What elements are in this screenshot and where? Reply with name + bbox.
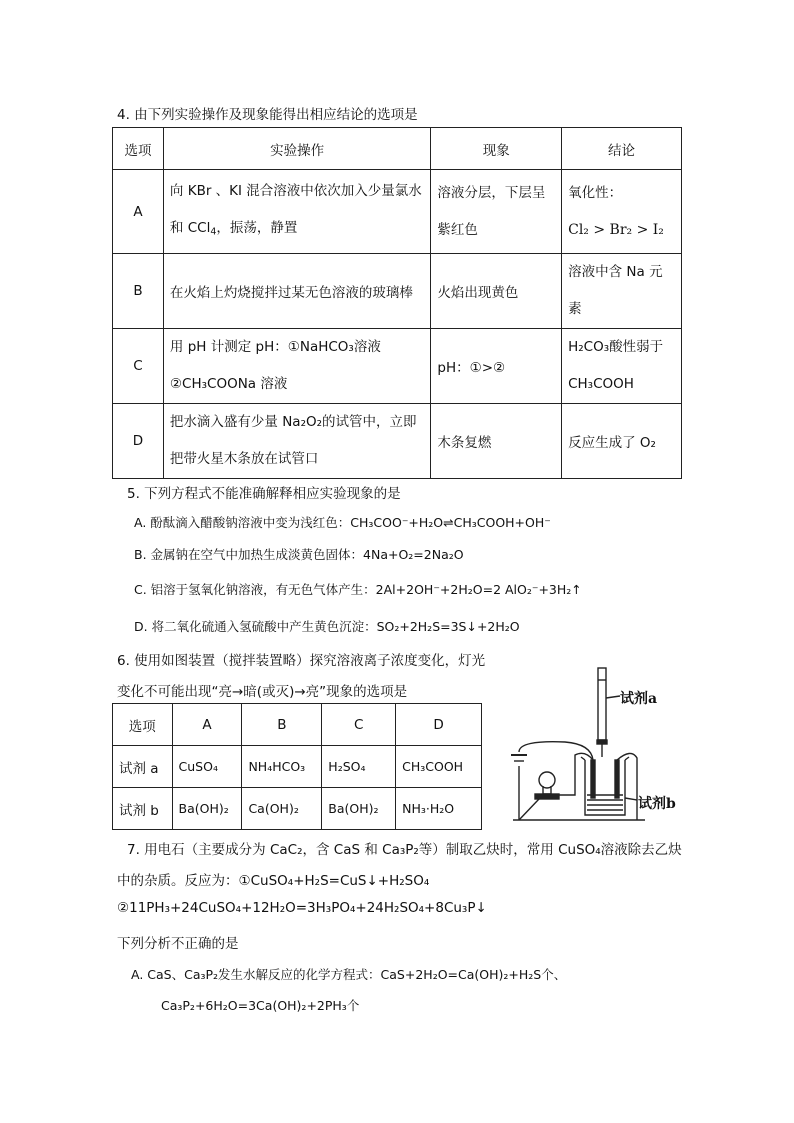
q6-header-row	[113, 704, 482, 746]
q4-header-conclusion: 结论	[562, 128, 682, 170]
q7-line4: 下列分析不正确的是	[117, 936, 239, 952]
table-row	[113, 788, 482, 830]
q4-stem: 4. 由下列实验操作及现象能得出相应结论的选项是	[117, 107, 418, 123]
q4-operation-d	[163, 404, 430, 479]
table-row	[113, 746, 482, 788]
reagent-b-label: 试剂b	[638, 796, 676, 812]
q4-option-b: B	[113, 254, 164, 329]
q6-reagent-b-label: 试剂 b	[113, 788, 173, 830]
q4-operation-a-line2: 和 CCl$_4$，振荡，静置	[169, 219, 298, 238]
q4-phenomenon-c: pH：①>②	[431, 329, 562, 404]
q4-conclusion-b	[562, 254, 682, 329]
q6-reagent-b-cell-c: Ba(OH)₂	[322, 788, 396, 830]
q4-operation-d-line1: 把水滴入盛有少量 Na₂O₂的试管中，立即	[169, 414, 417, 430]
q4-operation-a-line1: 向 KBr 、KI 混合溶液中依次加入少量氯水	[169, 182, 422, 199]
table-row	[113, 404, 682, 479]
q6-header-a: A	[172, 704, 242, 746]
q5-option-d: D. 将二氧化硫通入氢硫酸中产生黄色沉淀：SO₂+2H₂S=3S↓+2H₂O	[134, 619, 520, 634]
table-row	[113, 329, 682, 404]
q6-reagent-a-cell-b: NH₄HCO₃	[242, 746, 322, 788]
q7-line2: 中的杂质。反应为：①CuSO₄+H₂S=CuS↓+H₂SO₄	[117, 873, 430, 889]
q4-option-d: D	[113, 404, 164, 479]
q4-operation-b: 在火焰上灼烧搅拌过某无色溶液的玻璃棒	[163, 254, 430, 329]
q4-phenomenon-d: 木条复燃	[431, 404, 562, 479]
q6-header-option: 选项	[113, 704, 173, 746]
q4-conclusion-c-line1: H₂CO₃酸性弱于	[568, 339, 664, 355]
q5-option-c: C. 铝溶于氢氧化钠溶液，有无色气体产生：2Al+2OH⁻+2H₂O=2 AlO₂⁻+3H₂↑	[134, 582, 582, 597]
q4-conclusion-b-line1: 溶液中含 Na 元	[568, 264, 663, 280]
q4-operation-d-line2: 把带火星木条放在试管口	[169, 451, 319, 467]
q4-operation-c	[163, 329, 430, 404]
q5-option-b: B. 金属钠在空气中加热生成淡黄色固体：4Na+O₂=2Na₂O	[134, 547, 464, 562]
bulb-icon	[539, 772, 555, 788]
q4-conclusion-a-formula: Cl₂ > Br₂ > I₂	[568, 221, 664, 238]
q5-option-a: A. 酚酞滴入醋酸钠溶液中变为浅红色：CH₃COO⁻+H₂O⇌CH₃COOH+OH⁻	[134, 515, 551, 530]
q4-header-option: 选项	[113, 128, 164, 170]
q7-option-a-line1: A. CaS、Ca₃P₂发生水解反应的化学方程式：CaS+2H₂O=Ca(OH)₂+H₂S个、	[131, 967, 567, 982]
table-row	[113, 170, 682, 254]
q7-line1: 7. 用电石（主要成分为 CaC₂，含 CaS 和 Ca₃P₂等）制取乙炔时，常用 CuSO₄溶液除去乙炔	[127, 842, 682, 858]
q4-operation-c-line1: 用 pH 计测定 pH：①NaHCO₃溶液	[169, 339, 381, 355]
q6-reagent-b-cell-a: Ba(OH)₂	[172, 788, 242, 830]
q4-phenomenon-a-line1: 溶液分层，下层呈	[437, 184, 546, 201]
q4-conclusion-a	[562, 170, 682, 254]
q6-header-b: B	[242, 704, 322, 746]
q4-conclusion-c	[562, 329, 682, 404]
q4-phenomenon-a	[431, 170, 562, 254]
q4-operation-a	[163, 170, 430, 254]
q6-header-c: C	[322, 704, 396, 746]
burette-tube	[598, 668, 606, 740]
q4-header-row	[113, 128, 682, 170]
q6-reagent-a-cell-d: CH₃COOH	[396, 746, 482, 788]
q4-option-a: A	[113, 170, 164, 254]
reagent-a-label: 试剂a	[620, 691, 658, 707]
q4-table	[112, 127, 682, 479]
q5-stem: 5. 下列方程式不能准确解释相应实验现象的是	[127, 486, 401, 502]
q6-table	[112, 703, 482, 830]
q6-reagent-b-cell-d: NH₃·H₂O	[396, 788, 482, 830]
q4-operation-c-line2: ②CH₃COONa 溶液	[169, 376, 288, 392]
table-row	[113, 254, 682, 329]
q6-stem-line1: 6. 使用如图装置（搅拌装置略）探究溶液离子浓度变化，灯光	[117, 653, 486, 669]
q4-conclusion-c-line2: CH₃COOH	[568, 376, 634, 392]
q6-stem-line2: 变化不可能出现“亮→暗(或灭)→亮”现象的选项是	[117, 684, 408, 700]
q4-phenomenon-b: 火焰出现黄色	[431, 254, 562, 329]
q4-header-phenomenon: 现象	[431, 128, 562, 170]
q4-option-c: C	[113, 329, 164, 404]
q7-line3: ②11PH₃+24CuSO₄+12H₂O=3H₃PO₄+24H₂SO₄+8Cu₃P↓	[117, 900, 487, 916]
q4-phenomenon-a-line2: 紫红色	[437, 221, 478, 238]
q6-header-d: D	[396, 704, 482, 746]
q6-reagent-a-cell-c: H₂SO₄	[322, 746, 396, 788]
q6-reagent-a-label: 试剂 a	[113, 746, 173, 788]
q4-conclusion-d: 反应生成了 O₂	[562, 404, 682, 479]
q4-conclusion-a-line1: 氧化性：	[568, 184, 623, 201]
q7-option-a-line2: Ca₃P₂+6H₂O=3Ca(OH)₂+2PH₃个	[161, 998, 360, 1013]
q6-reagent-b-cell-b: Ca(OH)₂	[242, 788, 322, 830]
q4-header-operation: 实验操作	[163, 128, 430, 170]
q6-reagent-a-cell-a: CuSO₄	[172, 746, 242, 788]
q4-conclusion-b-line2: 素	[568, 301, 582, 317]
